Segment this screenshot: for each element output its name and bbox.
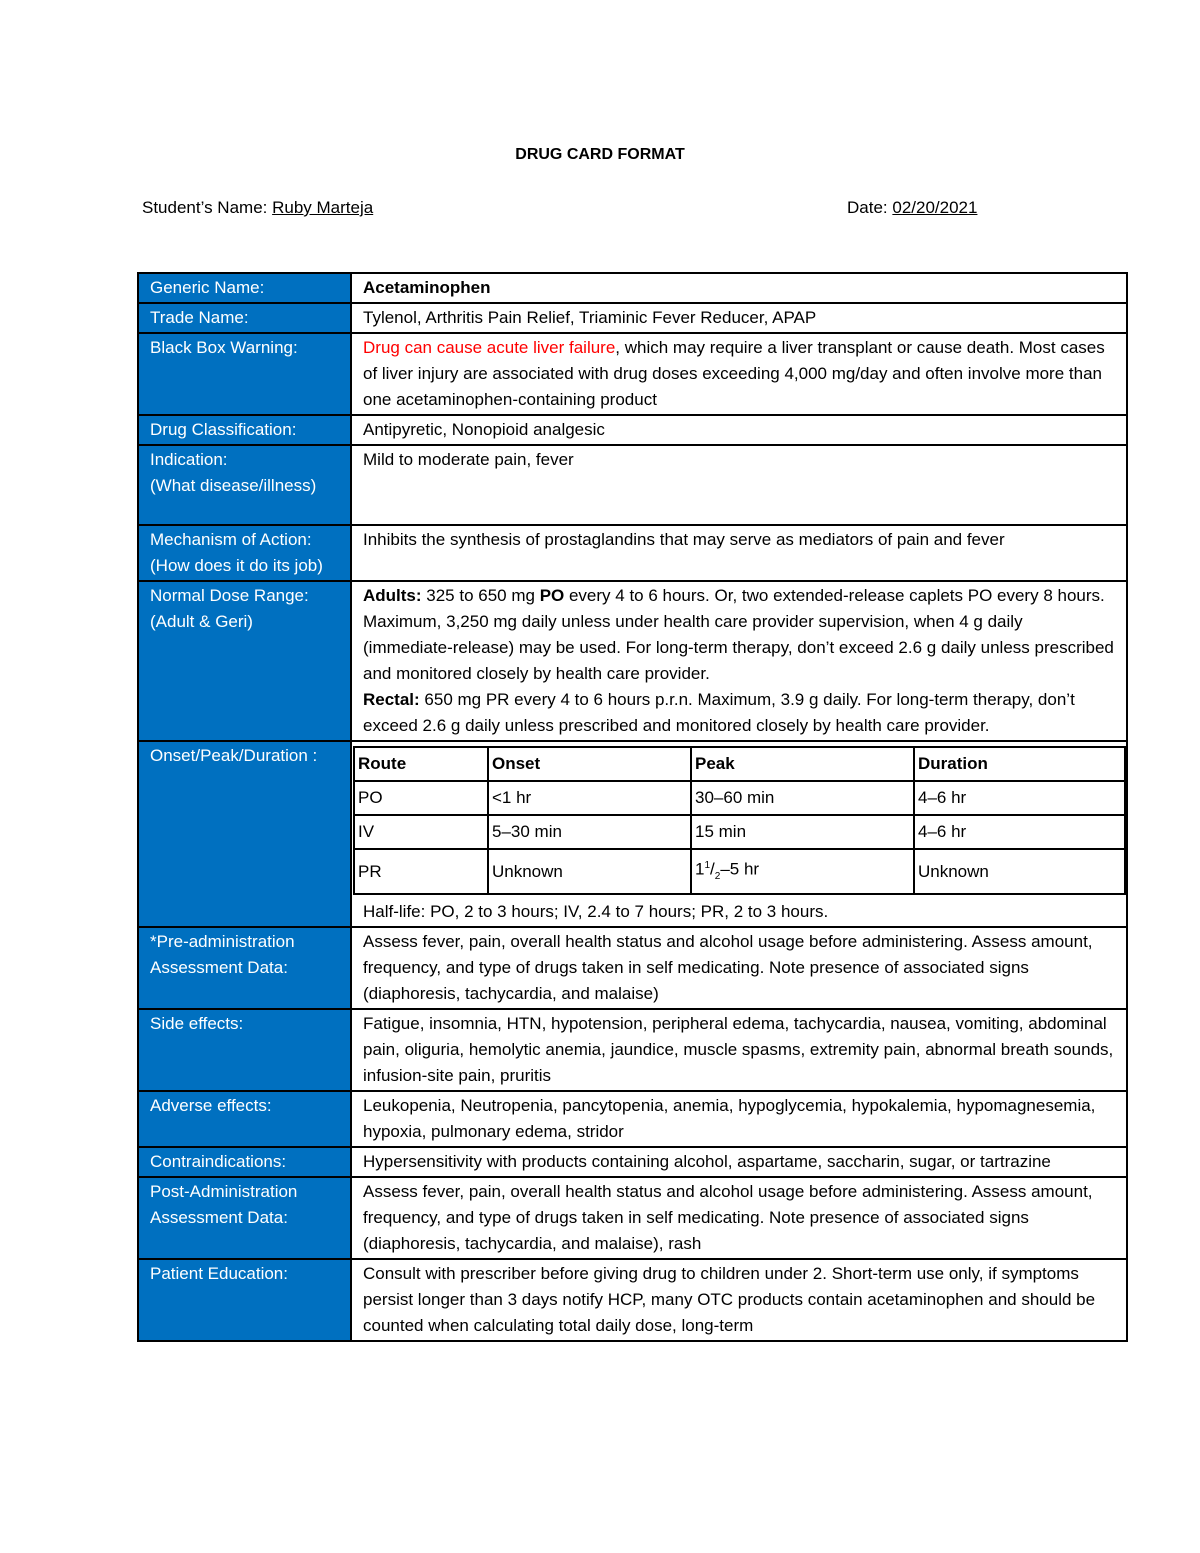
- pk-po-peak: 30–60 min: [691, 781, 914, 815]
- row-side-effects: [138, 1009, 1127, 1091]
- generic-name-value: [351, 273, 1127, 303]
- contraindications-value: Hypersensitivity with products containing alcohol, aspartame, saccharin, sugar, or tartrazine: [351, 1147, 1127, 1177]
- student-name-field: [142, 198, 373, 218]
- drug-classification-value: Antipyretic, Nonopioid analgesic: [351, 415, 1127, 445]
- adult-dose-route: PO: [539, 586, 565, 605]
- indication-label-sub: (What disease/illness): [150, 476, 317, 495]
- pk-header-row: [354, 747, 1125, 781]
- pk-pr-peak-numerator: 1: [704, 860, 711, 871]
- pk-row-po: [354, 781, 1125, 815]
- date-field: [847, 198, 977, 218]
- black-box-warning-label: Black Box Warning:: [138, 333, 351, 415]
- half-life-text: Half-life: PO, 2 to 3 hours; IV, 2.4 to 7 hours; PR, 2 to 3 hours.: [363, 902, 829, 922]
- indication-value: Mild to moderate pain, fever: [351, 445, 1127, 525]
- pharmacokinetics-table: [353, 746, 1126, 895]
- row-pre-administration: [138, 927, 1127, 1009]
- trade-name-label: Trade Name:: [138, 303, 351, 333]
- pre-administration-label: *Pre-administration Assessment Data:: [138, 927, 351, 1009]
- contraindications-label: Contraindications:: [138, 1147, 351, 1177]
- pre-administration-value: Assess fever, pain, overall health status and alcohol usage before administering. Assess amount, frequency, and type of drugs taken in self medicating. Note presence of associated signs (diaphoresis, tachycardia, and malaise): [351, 927, 1127, 1009]
- indication-label-main: Indication:: [150, 450, 228, 469]
- pk-row-pr: [354, 849, 1125, 894]
- row-mechanism: [138, 525, 1127, 581]
- rectal-dose: [363, 687, 1116, 739]
- date-value: 02/20/2021: [892, 198, 978, 217]
- pk-po-onset: <1 hr: [488, 781, 691, 815]
- pk-iv-duration: 4–6 hr: [914, 815, 1125, 849]
- student-name-value: Ruby Marteja: [272, 198, 374, 217]
- mechanism-label: Mechanism of Action: (How does it do its job): [138, 525, 351, 581]
- row-patient-education: [138, 1259, 1127, 1341]
- dose-range-label-main: Normal Dose Range:: [150, 586, 309, 605]
- adult-dose: [363, 583, 1116, 687]
- row-dose-range: [138, 581, 1127, 741]
- pk-pr-duration: Unknown: [914, 849, 1125, 894]
- row-generic-name: [138, 273, 1127, 303]
- onset-peak-duration-value: [351, 741, 1127, 927]
- patient-education-label: Patient Education:: [138, 1259, 351, 1341]
- row-post-administration: [138, 1177, 1127, 1259]
- mechanism-value: Inhibits the synthesis of prostaglandins that may serve as mediators of pain and fever: [351, 525, 1127, 581]
- pk-pr-peak-whole: 1: [695, 859, 705, 879]
- pk-header-peak: Peak: [691, 747, 914, 781]
- post-administration-value: Assess fever, pain, overall health status and alcohol usage before administering. Assess amount, frequency, and type of drugs taken in self medicating. Note presence of associated signs (diaphoresis, tachycardia, and malaise), rash: [351, 1177, 1127, 1259]
- onset-peak-duration-label: Onset/Peak/Duration :: [138, 741, 351, 927]
- student-name-label: Student’s Name:: [142, 198, 273, 217]
- row-indication: [138, 445, 1127, 525]
- black-box-warning-value: [351, 333, 1127, 415]
- pk-header-duration: Duration: [914, 747, 1125, 781]
- pk-pr-route: PR: [354, 849, 488, 894]
- pk-iv-onset: 5–30 min: [488, 815, 691, 849]
- patient-education-value: Consult with prescriber before giving drug to children under 2. Short-term use only, if symptoms persist longer than 3 days notify HCP, many OTC products contain acetaminophen and should be counted when calculating total daily dose, long-term: [351, 1259, 1127, 1341]
- pk-row-iv: [354, 815, 1125, 849]
- dose-range-value: [351, 581, 1127, 741]
- generic-name-text: Acetaminophen: [363, 278, 491, 297]
- drug-card-table: [137, 272, 1128, 1342]
- adult-dose-label: Adults:: [363, 586, 422, 605]
- page-title: DRUG CARD FORMAT: [515, 146, 685, 163]
- row-drug-classification: [138, 415, 1127, 445]
- rectal-dose-text: 650 mg PR every 4 to 6 hours p.r.n. Maximum, 3.9 g daily. For long-term therapy, don’t exceed 2.6 g daily unless prescribed and monitored closely by health care provider.: [363, 690, 1075, 735]
- pk-iv-peak: 15 min: [691, 815, 914, 849]
- pk-header-route: Route: [354, 747, 488, 781]
- pk-pr-onset: Unknown: [488, 849, 691, 894]
- post-administration-label: Post-Administration Assessment Data:: [138, 1177, 351, 1259]
- row-black-box-warning: [138, 333, 1127, 415]
- adult-dose-text: every 4 to 6 hours. Or, two extended-release caplets PO every 8 hours. Maximum, 3,250 mg daily unless under health care provider supervision, when 4 g daily (immediate-release) may be used. For long-term therapy, don’t exceed 2.6 g daily unless prescribed and monitored closely by health care provider.: [363, 586, 1114, 683]
- drug-classification-label: Drug Classification:: [138, 415, 351, 445]
- pk-iv-route: IV: [354, 815, 488, 849]
- dose-range-label-sub: (Adult & Geri): [150, 612, 253, 631]
- row-trade-name: [138, 303, 1127, 333]
- side-effects-label: Side effects:: [138, 1009, 351, 1091]
- adverse-effects-value: Leukopenia, Neutropenia, pancytopenia, anemia, hypoglycemia, hypokalemia, hypomagnesemia, hypoxia, pulmonary edema, stridor: [351, 1091, 1127, 1147]
- black-box-warning-highlight: Drug can cause acute liver failure: [363, 338, 616, 357]
- pk-po-duration: 4–6 hr: [914, 781, 1125, 815]
- row-adverse-effects: [138, 1091, 1127, 1147]
- side-effects-value: Fatigue, insomnia, HTN, hypotension, peripheral edema, tachycardia, nausea, vomiting, abdominal pain, oliguria, hemolytic anemia, jaundice, muscle spasms, extremity pain, abnormal breath sounds, infusion-site pain, pruritis: [351, 1009, 1127, 1091]
- pk-header-onset: Onset: [488, 747, 691, 781]
- black-box-warning-text: , which may require a liver transplant or cause death. Most cases of liver injury are associated with drug doses exceeding 4,000 mg/day and often involve more than one acetaminophen-containing product: [363, 338, 1105, 409]
- row-onset-peak-duration: [138, 741, 1127, 927]
- adverse-effects-label: Adverse effects:: [138, 1091, 351, 1147]
- rectal-dose-label: Rectal:: [363, 690, 420, 709]
- generic-name-label: Generic Name:: [138, 273, 351, 303]
- row-contraindications: [138, 1147, 1127, 1177]
- adult-dose-amount: 325 to 650 mg: [421, 586, 540, 605]
- pk-pr-peak-denominator: 2: [714, 871, 721, 883]
- pk-pr-peak: $1^1/_2-5$ hr: [691, 849, 914, 894]
- date-label: Date:: [847, 198, 893, 217]
- dose-range-label: [138, 581, 351, 741]
- pk-po-route: PO: [354, 781, 488, 815]
- pk-pr-peak-rest: –5 hr: [720, 859, 760, 879]
- indication-label: [138, 445, 351, 525]
- trade-name-value: Tylenol, Arthritis Pain Relief, Triaminic Fever Reducer, APAP: [351, 303, 1127, 333]
